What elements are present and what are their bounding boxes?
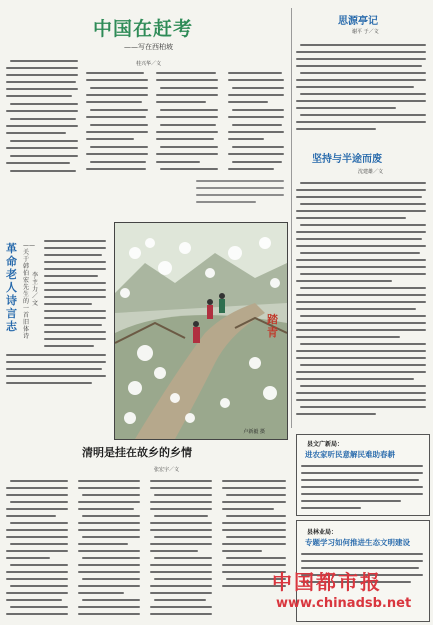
article-china-title: 中国在赶考 <box>93 18 194 40</box>
article-persist <box>296 146 430 428</box>
column-rule <box>291 8 292 428</box>
article-siyuan <box>296 8 430 138</box>
watermark-url: www.chinadsb.net <box>276 596 412 611</box>
news-box-2-title: 专题学习如何推进生态文明建设 <box>305 538 410 547</box>
article-qingming-byline: 张宏宇／文 <box>154 467 180 473</box>
watermark <box>272 566 432 624</box>
article-china <box>6 8 286 178</box>
article-persist-byline: 沈建雄／文 <box>358 169 384 175</box>
photo-spring-outing <box>115 223 287 439</box>
article-china-continued <box>218 178 288 218</box>
article-siyuan-title: 思源亭记 <box>338 16 378 27</box>
news-box-1-label: 县文广新局： <box>307 441 344 448</box>
photo-credit: 卢新毅 摄 <box>243 429 265 435</box>
news-box-1-title: 进农家听民意解民难助春耕 <box>305 450 395 459</box>
article-revolution-title: 革命老人诗言志 <box>6 242 17 333</box>
article-revolution-byline: 李主力／文 <box>32 272 39 307</box>
article-china-byline: 桂兴华／文 <box>136 61 162 67</box>
article-revolution <box>6 180 112 390</box>
article-persist-title: 坚持与半途而废 <box>312 154 382 165</box>
article-china-subtitle: ——写在西柏坡 <box>124 43 173 51</box>
article-qingming-title: 清明是挂在故乡的乡情 <box>82 446 192 459</box>
article-siyuan-byline: 谢平 于／文 <box>352 29 379 35</box>
article-qingming <box>6 440 291 620</box>
photo-frame <box>114 222 288 440</box>
watermark-cn: 中国都市报 <box>272 570 382 594</box>
news-box-1 <box>296 434 430 516</box>
news-box-2-label: 县林业局： <box>307 529 338 536</box>
photo-caption-vertical: 踏青 <box>267 313 278 339</box>
article-revolution-subtitle: ——关于韩伯宏先生的一首旧体诗 <box>23 242 35 340</box>
